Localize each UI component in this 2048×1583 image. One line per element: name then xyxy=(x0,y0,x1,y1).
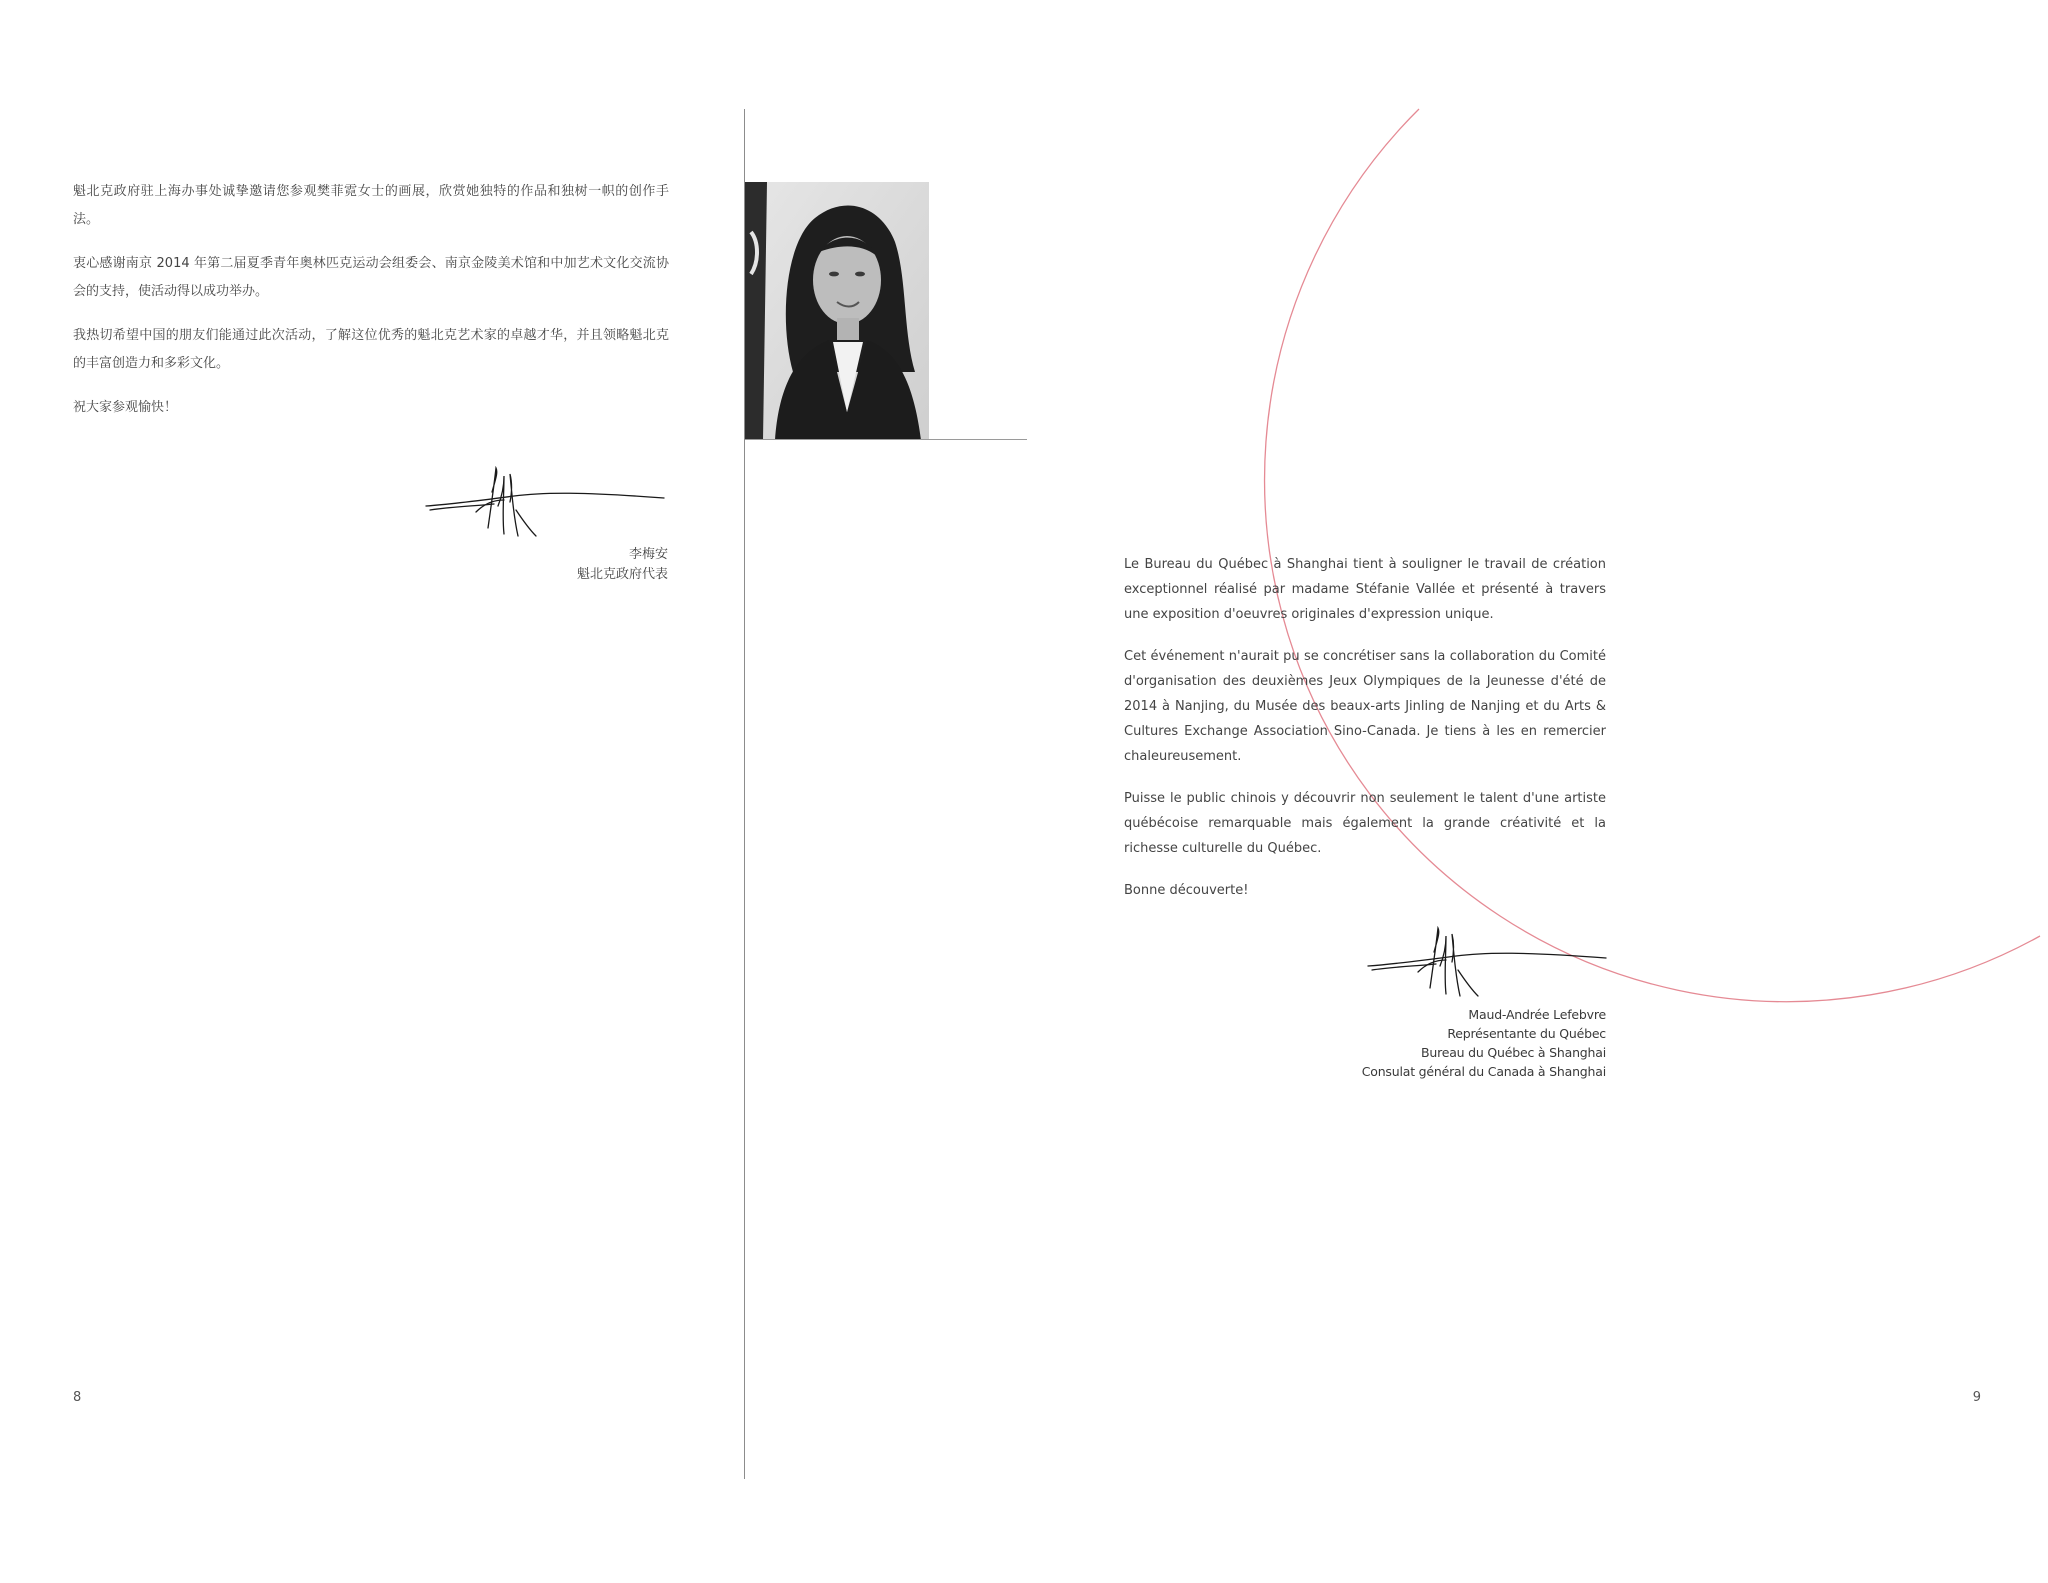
fr-paragraph: Cet événement n'aurait pu se concrétiser sans la collaboration du Comité d'organisation des deuxièmes Jeux Olympiques de la Jeunesse d'été de 2014 à Nanjing, du Musée des beaux-arts Jinling de Nanjing et du Arts & Cultures Exchange Association Sino-Canada. Je tiens à les en remercier chaleureusement. xyxy=(1124,649,1606,764)
signature-line: Bureau du Québec à Shanghai xyxy=(1420,1045,1606,1060)
signatory-title: 魁北克政府代表 xyxy=(576,567,668,582)
zh-paragraph: 我热切希望中国的朋友们能通过此次活动，了解这位优秀的魁北克艺术家的卓越才华，并且领略魁北克的丰富创造力和多彩文化。 xyxy=(73,328,669,371)
zh-paragraph: 祝大家参观愉快！ xyxy=(73,400,178,415)
signature-icon xyxy=(424,466,668,542)
zh-paragraph: 魁北克政府驻上海办事处诚挚邀请您参观樊菲霓女士的画展，欣赏她独特的作品和独树一帜的创作手法。 xyxy=(73,184,669,227)
photo-underline xyxy=(745,439,1027,440)
french-signatory xyxy=(1300,1005,1606,1081)
chinese-letter-body xyxy=(73,178,669,438)
signature-line: Maud-Andrée Lefebvre xyxy=(1468,1007,1606,1022)
fr-paragraph: Bonne découverte! xyxy=(1124,883,1249,898)
french-letter-body xyxy=(1124,552,1606,920)
fr-paragraph: Le Bureau du Québec à Shanghai tient à souligner le travail de création exceptionnel réalisé par madame Stéfanie Vallée et présenté à travers une exposition d'oeuvres originales d'expression unique. xyxy=(1124,557,1606,622)
page-number-left: 8 xyxy=(73,1390,82,1405)
signature-line: Représentante du Québec xyxy=(1447,1026,1606,1041)
portrait-photo xyxy=(745,182,929,440)
fr-paragraph: Puisse le public chinois y découvrir non seulement le talent d'une artiste québécoise remarquable mais également la grande créativité et la richesse culturelle du Québec. xyxy=(1124,791,1606,856)
signature-icon xyxy=(1366,926,1610,1002)
signatory-name: 李梅安 xyxy=(628,547,668,562)
page-number-right: 9 xyxy=(1972,1390,1981,1405)
signature-line: Consulat général du Canada à Shanghai xyxy=(1361,1064,1606,1079)
chinese-signatory xyxy=(460,545,668,585)
zh-paragraph: 衷心感谢南京 2014 年第二届夏季青年奥林匹克运动会组委会、南京金陵美术馆和中加艺术文化交流协会的支持，使活动得以成功举办。 xyxy=(73,256,669,299)
